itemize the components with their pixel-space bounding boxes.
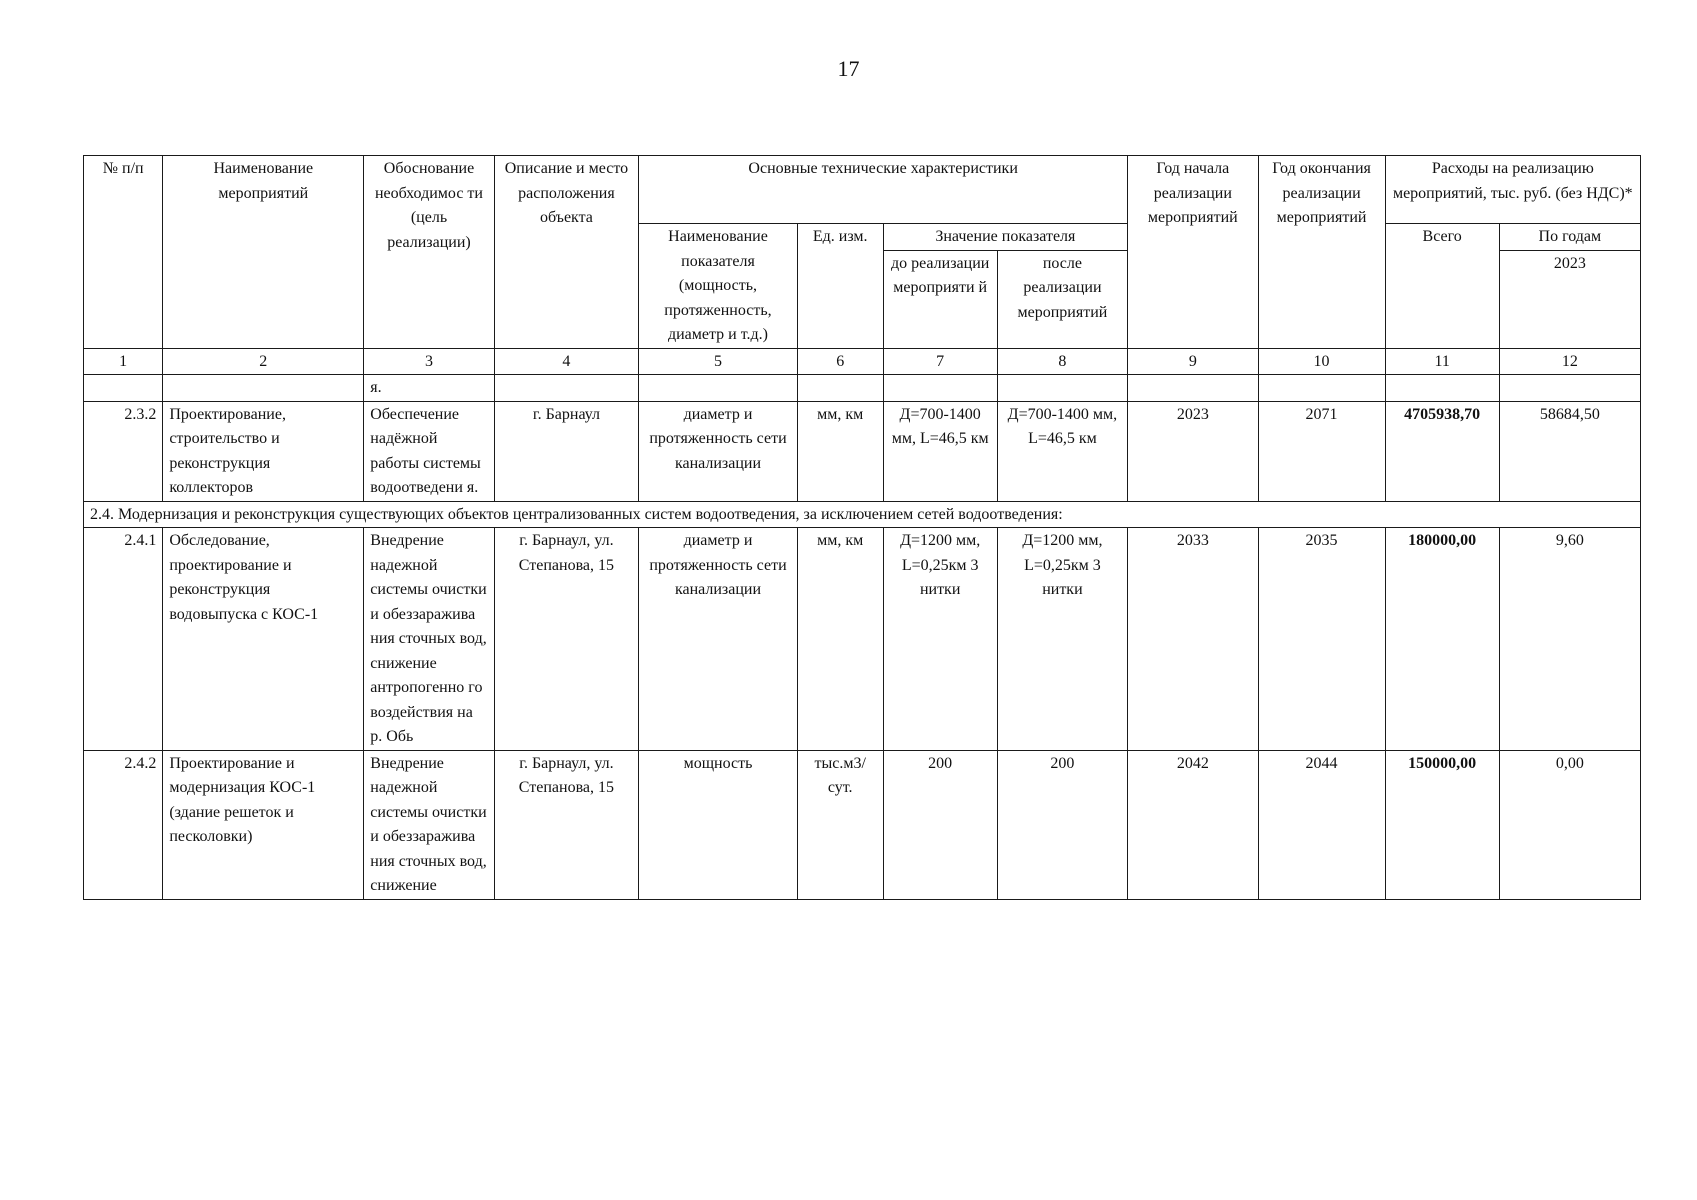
row-location: г. Барнаул, ул. Степанова, 15 (494, 750, 639, 899)
table-row-2-3-2 (84, 401, 1641, 501)
column-number: 6 (797, 348, 883, 375)
section-title: 2.4. Модернизация и реконструкция существующих объектов централизованных систем водоотведения, за исключением сетей водоотведения: (84, 501, 1641, 528)
column-number: 1 (84, 348, 163, 375)
header-name: Наименование мероприятий (163, 156, 364, 349)
row-year-2023: 9,60 (1499, 528, 1640, 751)
column-number: 7 (883, 348, 997, 375)
row-year-end: 2044 (1258, 750, 1385, 899)
empty-cell (1499, 375, 1640, 402)
header-costs-total: Всего (1385, 224, 1499, 349)
column-number: 4 (494, 348, 639, 375)
header-costs: Расходы на реализацию мероприятий, тыс. руб. (без НДС)* (1385, 156, 1640, 224)
header-num: № п/п (84, 156, 163, 349)
header-location: Описание и место расположения объекта (494, 156, 639, 349)
section-row-2-4 (84, 501, 1641, 528)
row-total: 150000,00 (1385, 750, 1499, 899)
row-year-end: 2035 (1258, 528, 1385, 751)
row-before: Д=1200 мм, L=0,25км 3 нитки (883, 528, 997, 751)
table-row-2-4-2 (84, 750, 1641, 899)
row-reason: Внедрение надежной системы очистки и обеззаражива ния сточных вод, снижение (364, 750, 494, 899)
column-number: 10 (1258, 348, 1385, 375)
column-number: 9 (1128, 348, 1258, 375)
row-total: 4705938,70 (1385, 401, 1499, 501)
header-costs-by-year: По годам (1499, 224, 1640, 251)
row-tech-name: диаметр и протяженность сети канализации (639, 401, 798, 501)
row-reason: Внедрение надежной системы очистки и обеззаражива ния сточных вод, снижение антропогенно го воздействия на р. Обь (364, 528, 494, 751)
column-number: 2 (163, 348, 364, 375)
row-year-start: 2023 (1128, 401, 1258, 501)
row-before: Д=700-1400 мм, L=46,5 км (883, 401, 997, 501)
row-num: 2.4.1 (84, 528, 163, 751)
column-number: 12 (1499, 348, 1640, 375)
row-num: 2.3.2 (84, 401, 163, 501)
empty-cell (163, 375, 364, 402)
header-tech-value: Значение показателя (883, 224, 1128, 251)
page-number: 17 (837, 56, 860, 81)
row-before: 200 (883, 750, 997, 899)
column-number: 5 (639, 348, 798, 375)
empty-cell (1385, 375, 1499, 402)
empty-cell (84, 375, 163, 402)
row-num: 2.4.2 (84, 750, 163, 899)
column-numbers-row (84, 348, 1641, 375)
empty-cell (639, 375, 798, 402)
row-after: Д=700-1400 мм, L=46,5 км (997, 401, 1127, 501)
empty-cell (997, 375, 1127, 402)
empty-cell (883, 375, 997, 402)
column-number: 8 (997, 348, 1127, 375)
header-reason: Обоснование необходимос ти (цель реализации) (364, 156, 494, 349)
header-tech-before: до реализации мероприяти й (883, 250, 997, 348)
empty-cell (1128, 375, 1258, 402)
row-year-2023: 58684,50 (1499, 401, 1640, 501)
row-year-start: 2042 (1128, 750, 1258, 899)
column-number: 11 (1385, 348, 1499, 375)
row-tech-name: мощность (639, 750, 798, 899)
row-unit: тыс.м3/ сут. (797, 750, 883, 899)
row-year-2023: 0,00 (1499, 750, 1640, 899)
row-name: Проектирование и модернизация КОС-1 (здание решеток и песколовки) (163, 750, 364, 899)
row-location: г. Барнаул (494, 401, 639, 501)
header-tech: Основные технические характеристики (639, 156, 1128, 224)
header-year-start: Год начала реализации мероприятий (1128, 156, 1258, 349)
header-costs-year: 2023 (1499, 250, 1640, 348)
table-row-2-4-1 (84, 528, 1641, 751)
row-after: Д=1200 мм, L=0,25км 3 нитки (997, 528, 1127, 751)
empty-cell (797, 375, 883, 402)
row-unit: мм, км (797, 401, 883, 501)
row-year-end: 2071 (1258, 401, 1385, 501)
column-number: 3 (364, 348, 494, 375)
header-tech-after: после реализации мероприятий (997, 250, 1127, 348)
continuation-text: я. (364, 375, 494, 402)
empty-cell (494, 375, 639, 402)
row-tech-name: диаметр и протяженность сети канализации (639, 528, 798, 751)
continuation-row (84, 375, 1641, 402)
row-reason: Обеспечение надёжной работы системы водоотведени я. (364, 401, 494, 501)
row-year-start: 2033 (1128, 528, 1258, 751)
header-tech-name: Наименование показателя (мощность, протяженность, диаметр и т.д.) (639, 224, 798, 349)
row-unit: мм, км (797, 528, 883, 751)
header-row-1 (84, 156, 1641, 224)
row-name: Проектирование, строительство и реконструкция коллекторов (163, 401, 364, 501)
empty-cell (1258, 375, 1385, 402)
header-tech-unit: Ед. изм. (797, 224, 883, 349)
row-after: 200 (997, 750, 1127, 899)
measures-table (83, 155, 1641, 900)
row-total: 180000,00 (1385, 528, 1499, 751)
header-year-end: Год окончания реализации мероприятий (1258, 156, 1385, 349)
row-location: г. Барнаул, ул. Степанова, 15 (494, 528, 639, 751)
row-name: Обследование, проектирование и реконструкция водовыпуска с КОС-1 (163, 528, 364, 751)
